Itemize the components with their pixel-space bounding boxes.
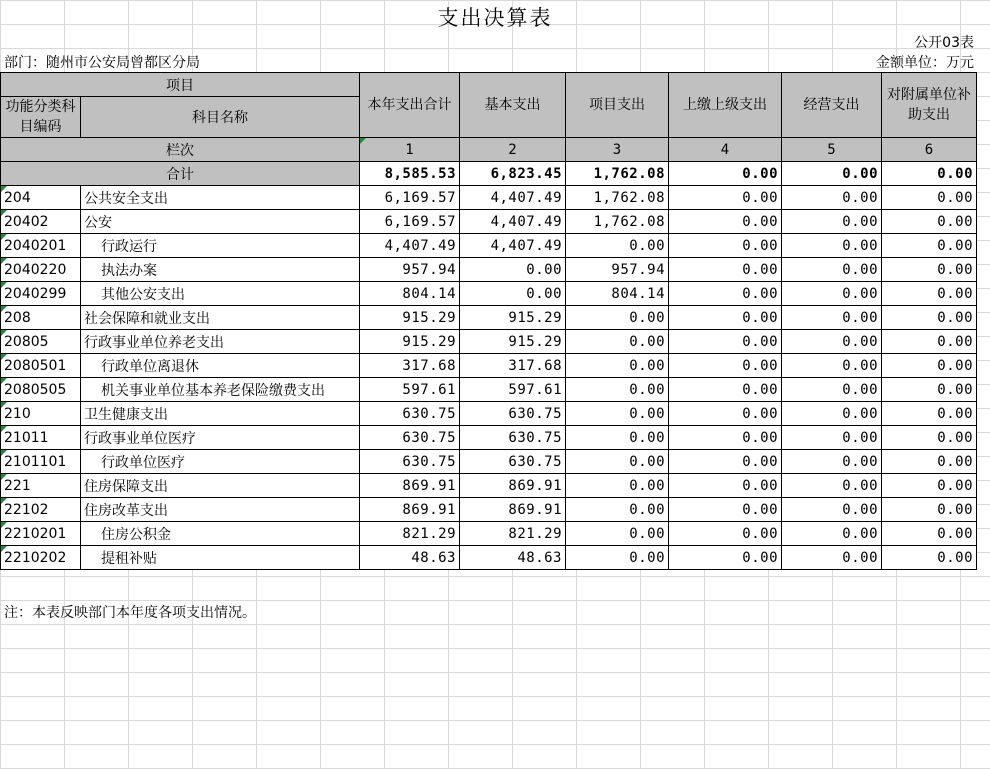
amount-cell[interactable]: 915.29 (460, 330, 566, 354)
total-cell[interactable]: 0.00 (782, 162, 882, 186)
amount-cell[interactable]: 317.68 (360, 354, 460, 378)
amount-cell[interactable]: 4,407.49 (360, 234, 460, 258)
amount-cell[interactable]: 4,407.49 (460, 234, 566, 258)
amount-cell[interactable]: 821.29 (360, 522, 460, 546)
amount-cell[interactable]: 0.00 (782, 282, 882, 306)
amount-cell[interactable]: 0.00 (669, 450, 782, 474)
subject-name-cell[interactable]: 住房保障支出 (81, 474, 360, 498)
subject-code-cell[interactable] (1, 474, 81, 498)
amount-cell[interactable]: 0.00 (882, 474, 977, 498)
amount-cell[interactable]: 48.63 (460, 546, 566, 570)
amount-cell[interactable]: 0.00 (782, 474, 882, 498)
amount-cell[interactable]: 317.68 (460, 354, 566, 378)
table-row (1, 306, 977, 330)
subject-code-cell[interactable] (1, 498, 81, 522)
amount-cell[interactable]: 630.75 (360, 402, 460, 426)
amount-cell[interactable]: 0.00 (669, 498, 782, 522)
amount-cell[interactable]: 0.00 (669, 402, 782, 426)
amount-cell[interactable]: 0.00 (882, 306, 977, 330)
amount-cell[interactable]: 0.00 (669, 282, 782, 306)
amount-cell[interactable]: 597.61 (460, 378, 566, 402)
amount-cell[interactable]: 0.00 (782, 258, 882, 282)
amount-cell[interactable]: 0.00 (460, 282, 566, 306)
comment-marker-icon (1, 330, 7, 336)
table-row (1, 546, 977, 570)
subject-code: 208 (4, 309, 31, 326)
amount-cell[interactable]: 0.00 (782, 354, 882, 378)
table-row (1, 378, 977, 402)
index-cell[interactable]: 2 (460, 138, 566, 162)
amount-cell[interactable]: 0.00 (782, 186, 882, 210)
footnote: 注：本表反映部门本年度各项支出情况。 (4, 605, 256, 621)
amount-cell[interactable]: 0.00 (460, 258, 566, 282)
table-row (1, 402, 977, 426)
subject-code-cell[interactable] (1, 402, 81, 426)
amount-cell[interactable]: 0.00 (669, 522, 782, 546)
amount-cell[interactable]: 0.00 (566, 330, 669, 354)
comment-marker-icon (1, 426, 7, 432)
amount-cell[interactable]: 0.00 (882, 210, 977, 234)
amount-cell[interactable]: 630.75 (460, 426, 566, 450)
comment-marker-icon (1, 450, 7, 456)
unit-label: 金额单位：万元 (876, 55, 974, 71)
index-cell[interactable]: 3 (566, 138, 669, 162)
subject-code: 22102 (4, 501, 49, 518)
subject-code-cell[interactable] (1, 210, 81, 234)
subject-code-cell[interactable] (1, 234, 81, 258)
subject-code: 204 (4, 189, 31, 206)
subject-code: 2040201 (4, 237, 67, 254)
amount-cell[interactable]: 915.29 (360, 330, 460, 354)
amount-cell[interactable]: 0.00 (882, 282, 977, 306)
amount-cell[interactable]: 0.00 (669, 354, 782, 378)
amount-cell[interactable]: 0.00 (782, 402, 882, 426)
amount-cell[interactable]: 6,169.57 (360, 186, 460, 210)
amount-cell[interactable]: 0.00 (669, 186, 782, 210)
amount-cell[interactable]: 0.00 (669, 426, 782, 450)
amount-cell[interactable]: 0.00 (566, 306, 669, 330)
amount-cell[interactable]: 0.00 (782, 306, 882, 330)
amount-cell[interactable]: 48.63 (360, 546, 460, 570)
amount-cell[interactable]: 0.00 (566, 546, 669, 570)
table-row (1, 186, 977, 210)
header-col-operating[interactable]: 经营支出 (782, 73, 882, 138)
amount-cell[interactable]: 0.00 (882, 378, 977, 402)
amount-cell[interactable]: 0.00 (782, 378, 882, 402)
subject-name-cell[interactable]: 行政单位医疗 (81, 450, 360, 474)
amount-cell[interactable]: 0.00 (782, 234, 882, 258)
amount-cell[interactable]: 0.00 (669, 378, 782, 402)
amount-cell[interactable]: 630.75 (460, 402, 566, 426)
amount-cell[interactable]: 869.91 (360, 474, 460, 498)
subject-code-cell[interactable] (1, 354, 81, 378)
comment-marker-icon (1, 306, 7, 312)
table-row (1, 258, 977, 282)
subject-code: 2080505 (4, 381, 67, 398)
amount-cell[interactable]: 0.00 (882, 450, 977, 474)
amount-cell[interactable]: 821.29 (460, 522, 566, 546)
comment-marker-icon (1, 210, 7, 216)
amount-cell[interactable]: 869.91 (460, 498, 566, 522)
subject-code: 210 (4, 405, 31, 422)
subject-name-cell[interactable]: 社会保障和就业支出 (81, 306, 360, 330)
subject-name-cell[interactable]: 住房改革支出 (81, 498, 360, 522)
header-code[interactable]: 功能分类科目编码 (1, 97, 81, 138)
amount-cell[interactable]: 957.94 (360, 258, 460, 282)
subject-name-cell[interactable]: 卫生健康支出 (81, 402, 360, 426)
subject-code: 20805 (4, 333, 49, 350)
comment-marker-icon (1, 546, 7, 552)
amount-cell[interactable]: 0.00 (669, 546, 782, 570)
header-col-total[interactable]: 本年支出合计 (360, 73, 460, 138)
subject-code-cell[interactable] (1, 186, 81, 210)
table-row (1, 282, 977, 306)
subject-code-cell[interactable] (1, 546, 81, 570)
index-cell[interactable]: 4 (669, 138, 782, 162)
subject-code-cell[interactable] (1, 306, 81, 330)
subject-code: 221 (4, 477, 31, 494)
amount-cell[interactable]: 630.75 (460, 450, 566, 474)
comment-marker-icon (1, 522, 7, 528)
comment-marker-icon (360, 138, 366, 144)
amount-cell[interactable]: 0.00 (882, 258, 977, 282)
index-cell[interactable]: 5 (782, 138, 882, 162)
total-cell[interactable]: 6,823.45 (460, 162, 566, 186)
subject-name-cell[interactable]: 公共安全支出 (81, 186, 360, 210)
subject-code: 21011 (4, 429, 49, 446)
amount-cell[interactable]: 0.00 (882, 330, 977, 354)
header-col-project[interactable]: 项目支出 (566, 73, 669, 138)
comment-marker-icon (1, 402, 7, 408)
amount-cell[interactable]: 0.00 (566, 426, 669, 450)
amount-cell[interactable]: 0.00 (782, 498, 882, 522)
amount-cell[interactable]: 0.00 (566, 498, 669, 522)
table-row (1, 450, 977, 474)
table-row (1, 234, 977, 258)
amount-cell[interactable]: 915.29 (460, 306, 566, 330)
amount-cell[interactable]: 0.00 (669, 306, 782, 330)
amount-cell[interactable]: 0.00 (882, 402, 977, 426)
subject-name-cell[interactable]: 行政事业单位养老支出 (81, 330, 360, 354)
subject-code-cell[interactable] (1, 378, 81, 402)
header-project[interactable]: 项目 (1, 73, 360, 97)
subject-code-cell[interactable] (1, 330, 81, 354)
form-number: 公开03表 (914, 35, 974, 51)
subject-name-cell[interactable]: 行政运行 (81, 234, 360, 258)
subject-code: 2040220 (4, 261, 67, 278)
amount-cell[interactable]: 0.00 (882, 522, 977, 546)
amount-cell[interactable]: 630.75 (360, 450, 460, 474)
amount-cell[interactable]: 0.00 (669, 474, 782, 498)
amount-cell[interactable]: 0.00 (782, 426, 882, 450)
amount-cell[interactable]: 1,762.08 (566, 210, 669, 234)
amount-cell[interactable]: 869.91 (460, 474, 566, 498)
amount-cell[interactable]: 0.00 (669, 234, 782, 258)
subject-name-cell[interactable]: 行政事业单位医疗 (81, 426, 360, 450)
amount-cell[interactable]: 957.94 (566, 258, 669, 282)
table-row (1, 426, 977, 450)
amount-cell[interactable]: 0.00 (782, 546, 882, 570)
subject-code: 2080501 (4, 357, 67, 374)
amount-cell[interactable]: 6,169.57 (360, 210, 460, 234)
amount-cell[interactable]: 869.91 (360, 498, 460, 522)
comment-marker-icon (1, 498, 7, 504)
total-cell[interactable]: 1,762.08 (566, 162, 669, 186)
amount-cell[interactable]: 0.00 (566, 522, 669, 546)
subject-code-cell[interactable] (1, 258, 81, 282)
amount-cell[interactable]: 0.00 (566, 354, 669, 378)
amount-cell[interactable]: 4,407.49 (460, 186, 566, 210)
amount-cell[interactable]: 1,762.08 (566, 186, 669, 210)
total-cell[interactable]: 0.00 (882, 162, 977, 186)
amount-cell[interactable]: 4,407.49 (460, 210, 566, 234)
subject-name-cell[interactable]: 住房公积金 (81, 522, 360, 546)
table-row (1, 522, 977, 546)
subject-name-cell[interactable]: 执法办案 (81, 258, 360, 282)
subject-code: 2040299 (4, 285, 67, 302)
comment-marker-icon (1, 378, 7, 384)
amount-cell[interactable]: 0.00 (566, 474, 669, 498)
subject-code-cell[interactable] (1, 282, 81, 306)
subject-name-cell[interactable]: 公安 (81, 210, 360, 234)
subject-name-cell[interactable]: 行政单位离退休 (81, 354, 360, 378)
table-row (1, 474, 977, 498)
subject-name-cell[interactable]: 其他公安支出 (81, 282, 360, 306)
amount-cell[interactable]: 0.00 (669, 330, 782, 354)
amount-cell[interactable]: 0.00 (882, 426, 977, 450)
header-subject[interactable]: 科目名称 (81, 97, 360, 138)
department-label: 部门：随州市公安局曾都区分局 (4, 55, 200, 71)
subject-code-cell[interactable] (1, 450, 81, 474)
amount-cell[interactable]: 0.00 (882, 354, 977, 378)
amount-cell[interactable]: 597.61 (360, 378, 460, 402)
amount-cell[interactable]: 0.00 (566, 450, 669, 474)
subject-name-cell[interactable]: 提租补贴 (81, 546, 360, 570)
amount-cell[interactable]: 0.00 (882, 546, 977, 570)
comment-marker-icon (1, 234, 7, 240)
table-row (1, 354, 977, 378)
amount-cell[interactable]: 0.00 (882, 234, 977, 258)
index-cell[interactable]: 1 (360, 138, 460, 162)
amount-cell[interactable]: 630.75 (360, 426, 460, 450)
amount-cell[interactable]: 804.14 (566, 282, 669, 306)
comment-marker-icon (1, 474, 7, 480)
index-cell[interactable]: 6 (882, 138, 977, 162)
expenditure-table (0, 72, 977, 570)
table-row (1, 330, 977, 354)
comment-marker-icon (1, 186, 7, 192)
amount-cell[interactable]: 0.00 (566, 234, 669, 258)
comment-marker-icon (1, 354, 7, 360)
total-cell[interactable]: 8,585.53 (360, 162, 460, 186)
header-col-remit[interactable]: 上缴上级支出 (669, 73, 782, 138)
subject-code: 2210201 (4, 525, 67, 542)
amount-cell[interactable]: 915.29 (360, 306, 460, 330)
amount-cell[interactable]: 0.00 (669, 210, 782, 234)
comment-marker-icon (1, 258, 7, 264)
amount-cell[interactable]: 0.00 (669, 258, 782, 282)
subject-code-cell[interactable] (1, 426, 81, 450)
subject-code: 2101101 (4, 453, 67, 470)
amount-cell[interactable]: 0.00 (782, 450, 882, 474)
amount-cell[interactable]: 0.00 (882, 186, 977, 210)
index-label[interactable]: 栏次 (1, 138, 360, 162)
total-label[interactable]: 合计 (1, 162, 360, 186)
total-row (1, 162, 977, 186)
amount-cell[interactable]: 0.00 (566, 378, 669, 402)
comment-marker-icon (1, 282, 7, 288)
subject-code: 20402 (4, 213, 49, 230)
amount-cell[interactable]: 0.00 (566, 402, 669, 426)
amount-cell[interactable]: 0.00 (782, 330, 882, 354)
subject-code-cell[interactable] (1, 522, 81, 546)
subject-code: 2210202 (4, 549, 67, 566)
report-title: 支出决算表 (437, 6, 553, 30)
amount-cell[interactable]: 804.14 (360, 282, 460, 306)
header-col-subsidy[interactable]: 对附属单位补助支出 (882, 73, 977, 138)
header-col-basic[interactable]: 基本支出 (460, 73, 566, 138)
amount-cell[interactable]: 0.00 (882, 498, 977, 522)
table-row (1, 210, 977, 234)
table-row (1, 498, 977, 522)
total-cell[interactable]: 0.00 (669, 162, 782, 186)
subject-name-cell[interactable]: 机关事业单位基本养老保险缴费支出 (81, 378, 360, 402)
amount-cell[interactable]: 0.00 (782, 522, 882, 546)
amount-cell[interactable]: 0.00 (782, 210, 882, 234)
